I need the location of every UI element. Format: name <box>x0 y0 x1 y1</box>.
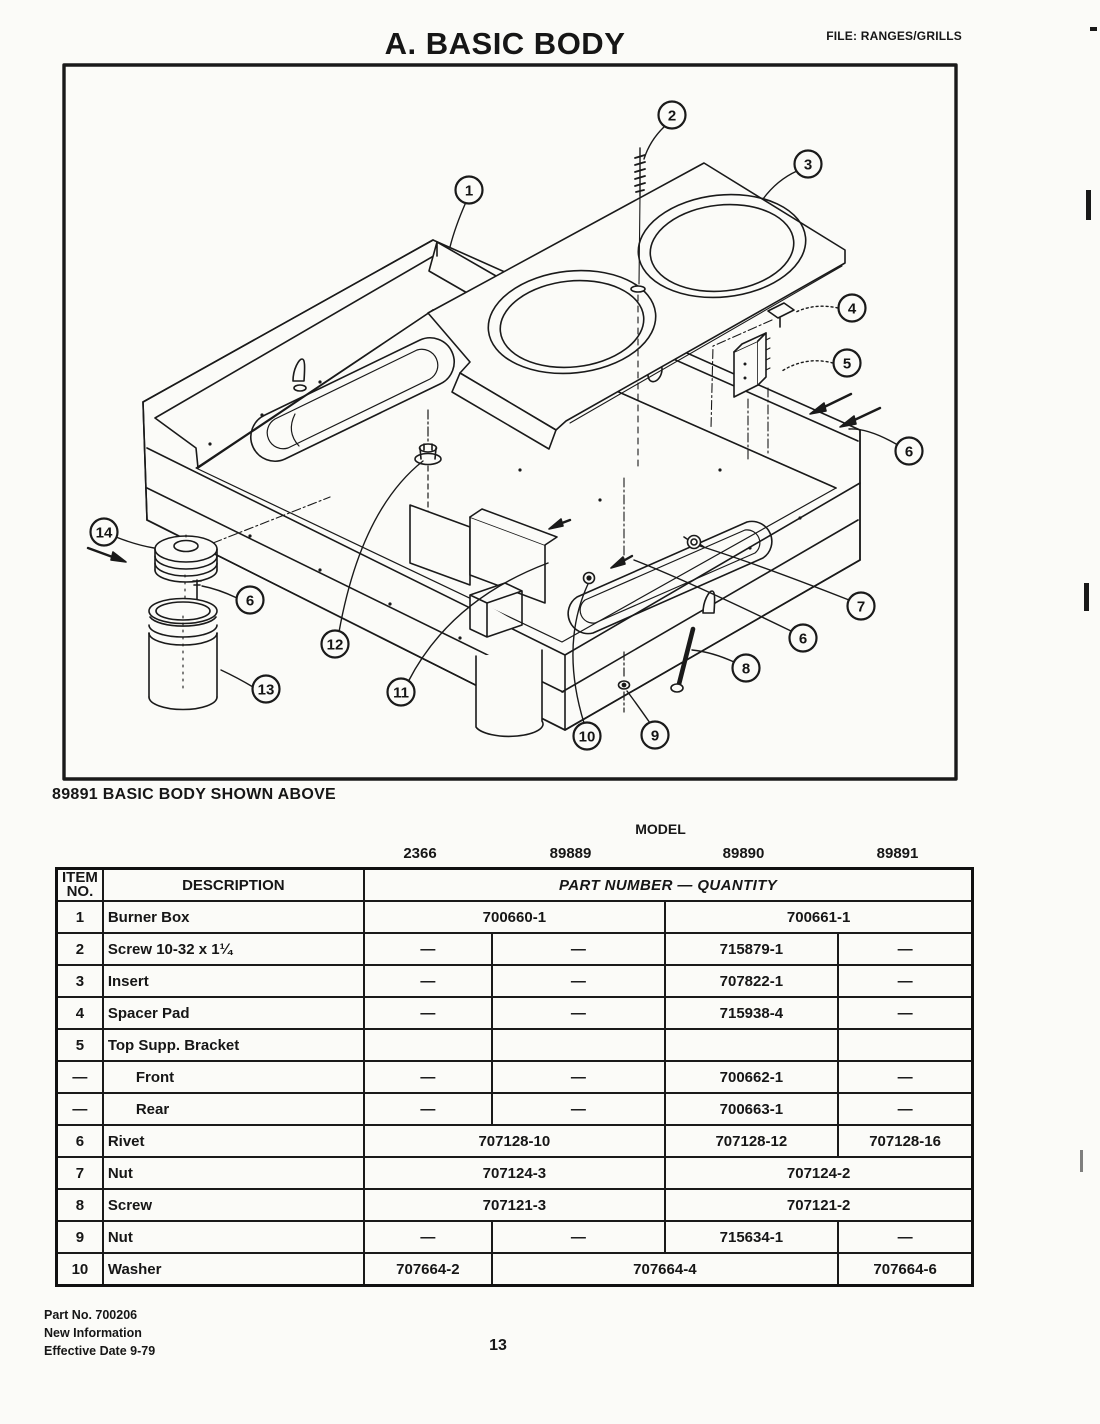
svg-text:6: 6 <box>904 443 914 461</box>
part-number-cell: — <box>492 1221 665 1253</box>
callout-14 <box>91 519 118 546</box>
part-number-cell: — <box>364 965 492 997</box>
callout-1 <box>456 177 483 204</box>
part-number-cell: — <box>492 1061 665 1093</box>
part-number-cell: 715634-1 <box>665 1221 838 1253</box>
table-row <box>57 1029 973 1061</box>
table-row <box>57 965 973 997</box>
file-reference-label: FILE: RANGES/GRILLS <box>826 29 962 43</box>
item-no-cell: 4 <box>57 997 103 1029</box>
table-row <box>57 1221 973 1253</box>
model-number: 89889 <box>549 845 592 862</box>
page-title: A. BASIC BODY <box>384 26 626 61</box>
part-number-cell: — <box>492 933 665 965</box>
part-number-cell: — <box>838 1221 973 1253</box>
description-cell: Spacer Pad <box>103 997 364 1029</box>
description-cell: Screw 10-32 x 1¼ <box>103 933 364 965</box>
part-number-cell: 707128-10 <box>364 1125 665 1157</box>
part-number-cell: 707124-3 <box>364 1157 665 1189</box>
part-number-cell: — <box>492 965 665 997</box>
part-number-cell: — <box>364 1093 492 1125</box>
table-row <box>57 1157 973 1189</box>
part-number-cell <box>838 1029 973 1061</box>
callout-11 <box>388 679 415 706</box>
callout-6 <box>896 438 923 465</box>
description-cell: Nut <box>103 1157 364 1189</box>
item-no-cell: 6 <box>57 1125 103 1157</box>
part-number-cell: — <box>838 965 973 997</box>
table-row <box>57 901 973 933</box>
footer-effective-date: Effective Date 9-79 <box>44 1344 156 1358</box>
part-number-cell: 707664-2 <box>364 1253 492 1286</box>
part-number-cell: 707128-16 <box>838 1125 973 1157</box>
part-number-cell: 715938-4 <box>665 997 838 1029</box>
part-number-cell <box>364 1029 492 1061</box>
callout-6 <box>237 587 264 614</box>
callout-7 <box>848 593 875 620</box>
footer-block <box>44 1306 155 1360</box>
description-cell: Rear <box>103 1093 364 1125</box>
svg-text:13: 13 <box>257 681 275 699</box>
part-number-cell: 700661-1 <box>665 901 973 933</box>
parts-table <box>55 867 974 1287</box>
scan-artifact <box>1080 1150 1083 1172</box>
model-number: 89891 <box>876 845 919 862</box>
callout-5 <box>834 350 861 377</box>
svg-text:12: 12 <box>326 636 344 654</box>
part-number-cell: 707664-4 <box>492 1253 838 1286</box>
page-number: 13 <box>489 1337 507 1354</box>
scan-artifact <box>1086 190 1091 220</box>
svg-text:1: 1 <box>464 182 474 200</box>
part-number-cell: — <box>364 1061 492 1093</box>
part-number-cell <box>492 1029 665 1061</box>
part-number-cell: — <box>364 1221 492 1253</box>
footer-part-no: Part No. 700206 <box>44 1308 138 1322</box>
description-cell: Insert <box>103 965 364 997</box>
svg-text:3: 3 <box>803 156 813 174</box>
scan-artifact <box>1084 583 1089 611</box>
item-no-cell: 1 <box>57 901 103 933</box>
model-number: 2366 <box>403 845 437 862</box>
callout-12 <box>322 631 349 658</box>
svg-text:7: 7 <box>856 598 866 616</box>
table-row <box>57 1253 973 1286</box>
model-numbers-row <box>356 845 965 862</box>
item-no-cell: 7 <box>57 1157 103 1189</box>
table-row <box>57 1189 973 1221</box>
svg-text:4: 4 <box>847 300 857 318</box>
part-number-cell: — <box>492 1093 665 1125</box>
part-number-cell: 707128-12 <box>665 1125 838 1157</box>
description-cell: Screw <box>103 1189 364 1221</box>
callout-13 <box>253 676 280 703</box>
svg-text:14: 14 <box>95 524 113 542</box>
part-number-cell: 707124-2 <box>665 1157 973 1189</box>
model-column-header: MODEL <box>635 821 686 837</box>
part-number-cell: 700663-1 <box>665 1093 838 1125</box>
part-number-cell: — <box>364 997 492 1029</box>
callout-8 <box>733 655 760 682</box>
part-number-cell: — <box>364 933 492 965</box>
description-cell: Top Supp. Bracket <box>103 1029 364 1061</box>
item-no-cell: 2 <box>57 933 103 965</box>
callout-4 <box>839 295 866 322</box>
item-no-cell: 8 <box>57 1189 103 1221</box>
part-number-cell <box>665 1029 838 1061</box>
header-description: DESCRIPTION <box>103 869 364 902</box>
svg-text:2: 2 <box>667 107 677 125</box>
table-row <box>57 1093 973 1125</box>
item-no-cell: 5 <box>57 1029 103 1061</box>
callout-6 <box>790 625 817 652</box>
item-no-cell: — <box>57 1061 103 1093</box>
item-no-cell: 10 <box>57 1253 103 1286</box>
part-number-cell: 707664-6 <box>838 1253 973 1286</box>
part-number-cell: — <box>838 997 973 1029</box>
table-header-row <box>57 869 973 902</box>
part-number-cell: — <box>838 933 973 965</box>
callout-2 <box>659 102 686 129</box>
svg-text:6: 6 <box>245 592 255 610</box>
model-number: 89890 <box>722 845 765 862</box>
description-cell: Washer <box>103 1253 364 1286</box>
svg-text:11: 11 <box>393 684 409 702</box>
item-no-cell: — <box>57 1093 103 1125</box>
scan-artifact <box>1090 27 1097 31</box>
table-row <box>57 1061 973 1093</box>
callout-3 <box>795 151 822 178</box>
callout-9 <box>642 722 669 749</box>
table-row <box>57 933 973 965</box>
part-number-cell: 707822-1 <box>665 965 838 997</box>
description-cell: Front <box>103 1061 364 1093</box>
footer-new-info: New Information <box>44 1326 142 1340</box>
table-row <box>57 997 973 1029</box>
part-number-cell: 715879-1 <box>665 933 838 965</box>
part-number-cell: — <box>492 997 665 1029</box>
header-item-no: ITEM NO. <box>57 869 103 902</box>
item-no-cell: 3 <box>57 965 103 997</box>
description-cell: Nut <box>103 1221 364 1253</box>
description-cell: Burner Box <box>103 901 364 933</box>
item-no-cell: 9 <box>57 1221 103 1253</box>
part-number-cell: 707121-2 <box>665 1189 973 1221</box>
svg-text:6: 6 <box>798 630 808 648</box>
part-number-cell: 707121-3 <box>364 1189 665 1221</box>
diagram-caption: 89891 BASIC BODY SHOWN ABOVE <box>52 786 337 803</box>
part-number-cell: — <box>838 1061 973 1093</box>
header-part-number: PART NUMBER — QUANTITY <box>364 869 973 902</box>
callout-10 <box>574 723 601 750</box>
svg-text:9: 9 <box>650 727 660 745</box>
description-cell: Rivet <box>103 1125 364 1157</box>
svg-text:10: 10 <box>578 728 596 746</box>
part-number-cell: — <box>838 1093 973 1125</box>
part-number-cell: 700660-1 <box>364 901 665 933</box>
part-number-cell: 700662-1 <box>665 1061 838 1093</box>
svg-text:8: 8 <box>741 660 751 678</box>
table-row <box>57 1125 973 1157</box>
svg-text:5: 5 <box>842 355 852 373</box>
